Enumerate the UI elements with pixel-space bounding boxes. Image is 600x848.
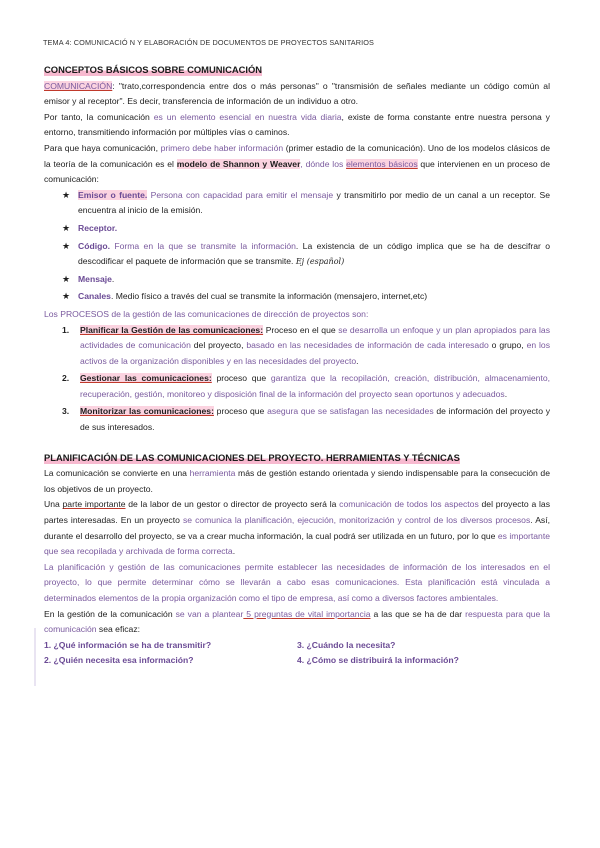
highlight-segment: es un elemento esencial en nuestra vida diaria (153, 111, 342, 122)
elements-list (44, 188, 550, 305)
section-title-planificacion: PLANIFICACIÓN DE LAS COMUNICACIONES DEL PROYECTO. HERRAMIENTAS Y TÉCNICAS (44, 451, 460, 463)
text-segment: sea eficaz: (96, 624, 141, 635)
paragraph-definition (44, 79, 550, 110)
model-name: modelo de Shannon y Weaver (176, 158, 301, 169)
text-segment: . (356, 355, 359, 366)
star-icon: ★ (62, 189, 71, 200)
item-number: 2. (62, 373, 70, 384)
text-segment: , dónde los (300, 158, 347, 169)
process-term: Gestionar las comunicaciones: (80, 373, 212, 384)
text-segment: proceso que (213, 406, 268, 417)
highlight-segment: garantiza que la recopilación, creación, distribución, almacenamiento, recuperación, gestión, monitoreo y disposición final de la información del proyecto sean oportunos y adecuados (80, 373, 551, 399)
item-number: 3. (62, 406, 70, 417)
element-rest: . (111, 273, 115, 284)
text-segment: , existe de forma constante entre nuestra persona y entorno, transmitiendo información por múltiples vías o caminos. (44, 111, 550, 138)
process-term: Monitorizar las comunicaciones: (80, 406, 214, 417)
paragraph-shannon (44, 141, 550, 188)
list-item (62, 371, 550, 402)
text-segment: de la labor de un gestor o director de proyecto será la (125, 499, 340, 510)
star-icon: ★ (62, 240, 71, 251)
highlight-segment: asegura que se satisfagan las necesidades (267, 406, 434, 417)
text-segment: Por tanto, la comunicación (44, 111, 154, 122)
element-term: Canales (78, 291, 111, 302)
processes-list (44, 323, 550, 436)
questions-right (297, 638, 550, 669)
highlight-segment: comunicación de todos los aspectos (339, 499, 479, 510)
underlined-segment: parte importante (62, 499, 126, 510)
process-term: Planificar la Gestión de las comunicaciones: (80, 324, 264, 335)
processes-intro: Los PROCESOS de la gestión de las comunicaciones de dirección de proyectos son: (44, 308, 369, 319)
running-header: TEMA 4: COMUNICACIÓ N Y ELABORACIÓN DE DOCUMENTOS DE PROYECTOS SANITARIOS (43, 38, 374, 47)
text-segment: proceso que (211, 373, 271, 384)
highlight-segment: en los activos de la organización disponibles y en las necesidades del proyecto (80, 340, 551, 366)
element-rest: y transmitirlo por medio de un canal a un receptor. Se encuentra al inicio de la emisión. (78, 189, 551, 216)
handwritten-note: Ej (español) (295, 257, 345, 267)
list-item (62, 188, 550, 219)
text-segment: . Así, durante el desarrollo del proyecto, se va a crear mucha información, la cual podrá ser utilizada en un futuro, por lo que (44, 515, 551, 541)
list-item (62, 404, 550, 435)
element-term: Código. (78, 240, 110, 251)
text-segment: Proceso en el que (263, 324, 339, 335)
highlight-segment: es importante que sea recopilada y archivada de forma correcta (44, 530, 550, 557)
highlight-segment: respuesta para que la comunicación (44, 608, 551, 635)
underlined-segment: 5 preguntas de vital importancia (243, 608, 371, 619)
paragraph-planificacion: La planificación y gestión de las comunicaciones permite establecer las necesidades de información de los interesados en el proyecto, lo que permite determinar cómo se llevarán a cabo esas comunicaciones. Esta planificación está vinculada a determinados elementos de la propia organización como el tipo de empresa, así como a diversos factores ambientales. (44, 561, 550, 603)
term-comunicacion: COMUNICACIÓN (44, 80, 113, 91)
text-segment: En la gestión de la comunicación (44, 608, 176, 619)
list-item (62, 323, 550, 370)
text-segment: . (504, 388, 508, 399)
text-segment: del proyecto a las partes interesadas. En un proyecto (44, 499, 551, 526)
question-item: 1. ¿Qué información se ha de transmitir? (44, 639, 212, 650)
list-item (62, 239, 550, 270)
text-segment: de información del proyecto y de sus interesados. (80, 406, 551, 433)
question-item: 4. ¿Cómo se distribuirá la información? (297, 655, 459, 666)
element-definition: Persona con capacidad para emitir el mensaje (147, 189, 334, 200)
star-icon: ★ (62, 291, 71, 302)
page-content (44, 62, 550, 669)
list-item (62, 221, 550, 237)
definition-text: : "trato,correspondencia entre dos o más personas" o "transmisión de señales mediante un código común al emisor y al receptor". Es decir, transferencia de información de un individuo a otro. (44, 80, 550, 107)
text-segment: que intervienen en un proceso de comunicación: (44, 158, 550, 185)
paragraph-preguntas (44, 607, 550, 638)
text-segment: . (232, 546, 236, 557)
highlight-segment: se van a plantear (175, 608, 244, 619)
text-segment: Una (44, 499, 63, 510)
paragraph-gestor (44, 497, 550, 559)
margin-marker (34, 628, 36, 686)
highlight-segment: elementos básicos (346, 158, 418, 169)
highlight-segment: se comunica la planificación, ejecución, monitorización y control de los diversos procesos (182, 515, 531, 526)
highlight-segment: se desarrolla un enfoque y un plan apropiados para las actividades de comunicación (80, 324, 550, 351)
highlight-segment: herramienta (189, 468, 236, 479)
section-title-conceptos: CONCEPTOS BÁSICOS SOBRE COMUNICACIÓN (44, 64, 263, 75)
text-segment: a las que se ha de dar (370, 608, 466, 619)
element-definition: Forma en la que se transmite la información (109, 240, 296, 251)
text-segment: más de gestión estando orientada y siendo indispensable para la consecución de los objetivos de un proyecto. (44, 468, 550, 494)
element-term: Emisor o fuente. (78, 189, 148, 200)
element-rest: . Medio físico a través del cual se transmite la información (mensajero, internet,etc) (110, 291, 428, 302)
question-item: 2. ¿Quién necesita esa información? (44, 655, 194, 666)
star-icon: ★ (62, 222, 71, 233)
text-segment: o grupo, (488, 340, 527, 351)
element-term: Mensaje (78, 273, 112, 284)
list-item (62, 289, 550, 305)
question-item: 3. ¿Cuándo la necesita? (297, 639, 396, 650)
text-segment: del proyecto, (190, 340, 247, 351)
highlight-segment: basado en las necesidades de información de cada interesado (246, 340, 489, 351)
highlight-segment: primero debe haber información (160, 142, 284, 153)
item-number: 1. (62, 324, 70, 335)
questions-left (44, 638, 297, 669)
questions-grid (44, 638, 550, 669)
star-icon: ★ (62, 273, 71, 284)
paragraph-herramienta (44, 466, 550, 497)
element-rest: . La existencia de un código implica que se ha de descifrar o descodificar el paquete de información que se transmite. (78, 240, 551, 267)
list-item (62, 272, 550, 288)
paragraph-por-tanto (44, 110, 550, 141)
element-term: Receptor. (78, 222, 118, 233)
text-segment: Para que haya comunicación, (44, 142, 161, 153)
text-segment: La comunicación se convierte en una (44, 468, 190, 479)
text-segment: (primer estadio de la comunicación). Uno de los modelos clásicos de la teoría de la comunicación es el (44, 142, 551, 169)
